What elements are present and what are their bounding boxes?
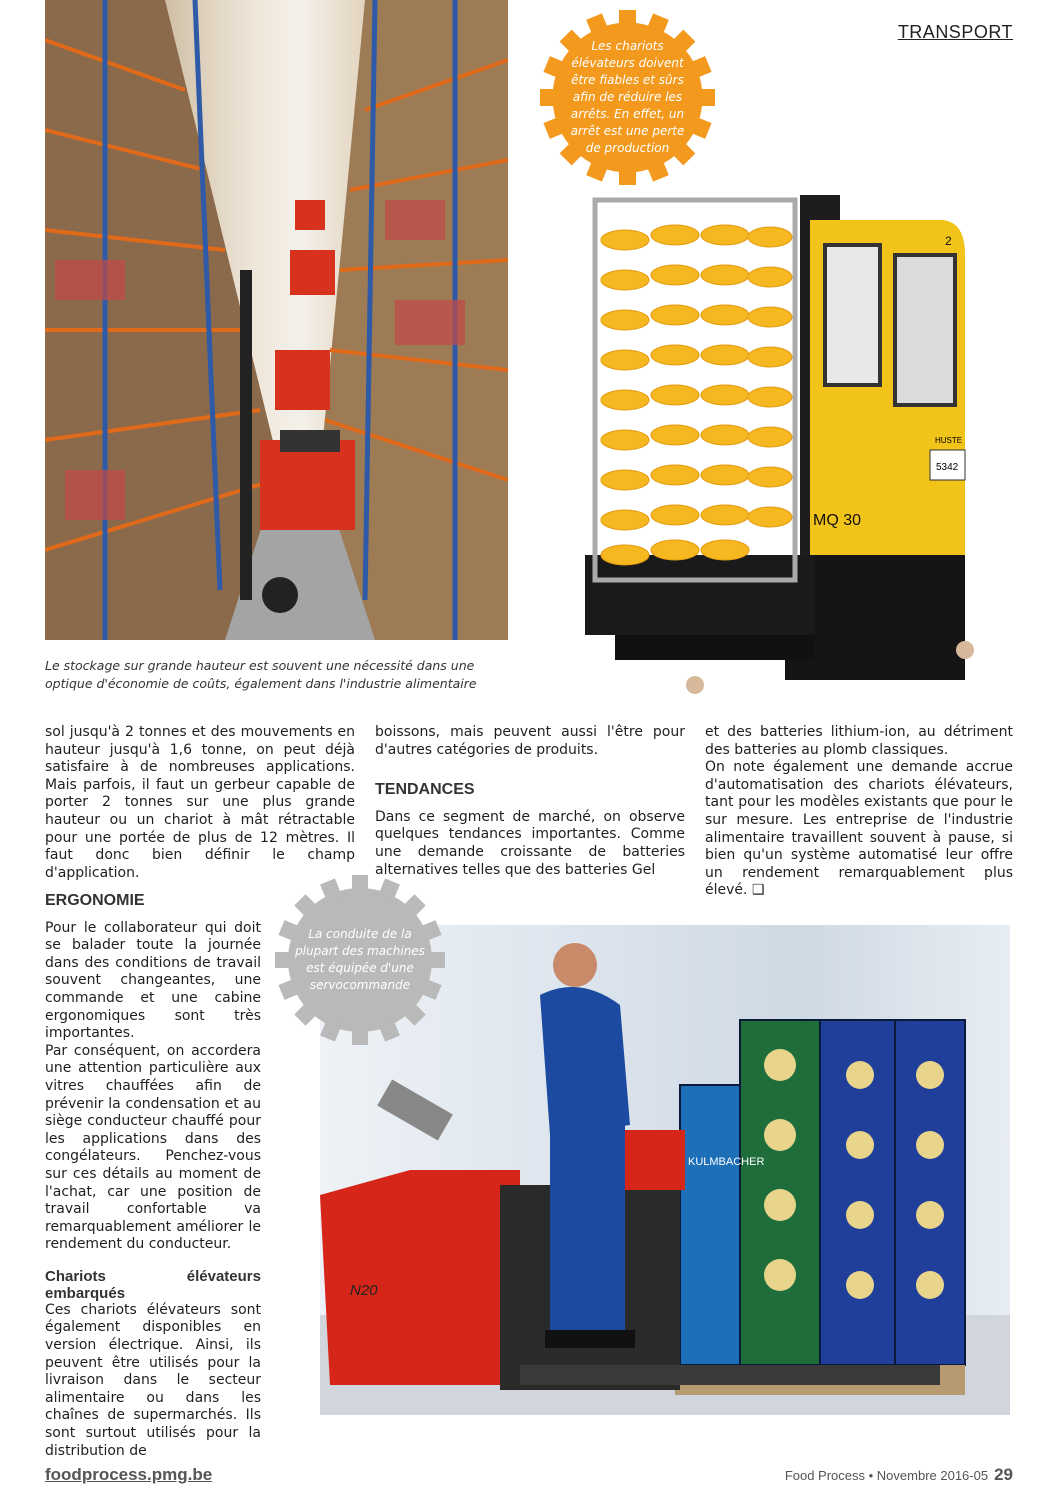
gray-badge-text: La conduite de la plupart des machines est équipée d'une servocommande (295, 927, 425, 992)
crate-brand: KULMBACHER (688, 1156, 765, 1168)
column-3 (705, 724, 1013, 900)
column-1-lower (45, 892, 261, 1460)
page-number: 29 (994, 1465, 1013, 1484)
truck-number: 5342 (936, 462, 959, 473)
issue-label: Food Process • Novembre 2016-05 (784, 1468, 989, 1483)
truck-brand: HUSTE (935, 436, 963, 445)
heading-chariots: Chariots élévateurs embarqués (45, 1267, 261, 1302)
paragraph: et des batteries lithium-ion, au détriment des batteries au plomb classiques. (705, 724, 1013, 758)
paragraph: sol jusqu'à 2 tonnes et des mouvements en hauteur jusqu'à 1,6 tonne, on peut déjà satisfaire à de nombreuses applications. Mais parfois, il faut un gerbeur capable de porter 2 tonnes sur une plus grande hauteur ou un chariot à mât rétractable pour une portée de plus de 12 mètres. Il faut donc bien définir le champ d'application. (45, 724, 355, 881)
truck-model: MQ 30 (813, 512, 862, 529)
gray-quote-badge (275, 875, 445, 1045)
orange-quote-badge (540, 10, 715, 185)
column-1 (45, 724, 355, 882)
truck-label: N20 (350, 1282, 378, 1299)
footer-issue (785, 1465, 1013, 1485)
section-label: TRANSPORT (897, 22, 1013, 42)
paragraph: On note également une demande accrue d'automatisation des chariots élévateurs, tant pour les modèles existants que pour le sur mesure. Les entreprise de l'industrie alimentaire travaillent souvent à pause, si bien qu'un système automatisé leur offre un rendement remarquablement plus élevé. ❑ (705, 759, 1013, 899)
paragraph: boissons, mais peuvent aussi l'être pour d'autres catégories de produits. (375, 724, 685, 758)
heading-ergonomie: ERGONOMIE (45, 892, 145, 909)
cab-number: 2 (945, 234, 952, 248)
photo-caption: Le stockage sur grande hauteur est souvent une nécessité dans une optique d'économie de coûts, également dans l'industrie alimentaire (45, 658, 477, 691)
heading-tendances: TENDANCES (375, 781, 475, 799)
paragraph: Ces chariots élévateurs sont également disponibles en version électrique. Ainsi, ils peuvent être utilisés pour la livraison dans le secteur alimentaire ou dans les chaînes de supermarchés. Ils sont surtout utilisés pour la distribution de (45, 1301, 261, 1459)
column-2 (375, 724, 685, 879)
footer-site-link[interactable]: foodprocess.pmg.be (45, 1465, 213, 1484)
orange-badge-text: Les chariots élévateurs doivent être fiables et sûrs afin de réduire les arrêts. En effet, un arrêt est une perte de production (570, 39, 685, 155)
warehouse-photo (45, 0, 508, 640)
paragraph: Pour le collaborateur qui doit se balader toute la journée dans des conditions de travail souvent changeantes, une commande et une cabine ergonomiques sont très importantes. (45, 919, 261, 1042)
paragraph: Dans ce segment de marché, on observe quelques tendances importantes. Comme une demande croissante de batteries alternatives telles que des batteries Gel (375, 808, 685, 878)
paragraph: Par conséquent, on accordera une attention particulière aux vitres chauffées afin de prévenir la condensation et au siège conducteur chauffé pour les applications dans des congélateurs. Penchez-vous sur ces détails au moment de l'achat, car une position de travail confortable va remarquablement améliorer le rendement du conducteur. (45, 1042, 261, 1253)
cheese-lift-truck-photo (545, 195, 975, 700)
